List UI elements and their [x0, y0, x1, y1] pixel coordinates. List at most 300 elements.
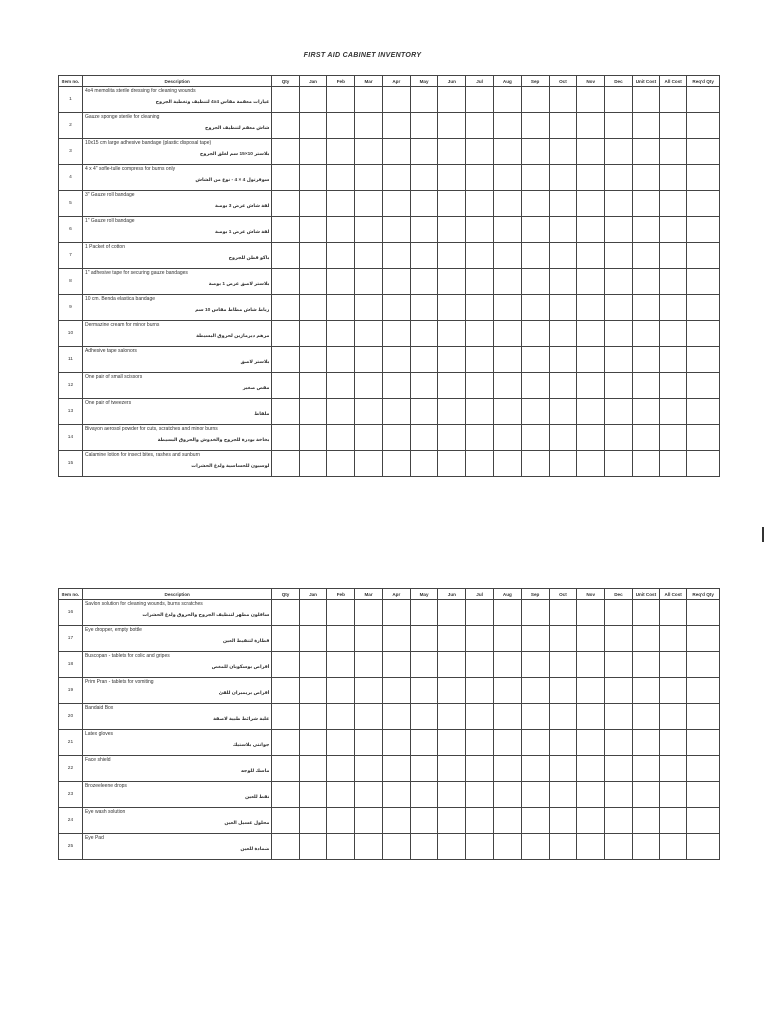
entry-cell [466, 321, 494, 347]
entry-cell [687, 165, 720, 191]
item-description [82, 295, 271, 321]
entry-cell [521, 730, 549, 756]
description-arabic: ملقاط [254, 412, 270, 417]
entry-cell [466, 87, 494, 113]
entry-cell [299, 87, 327, 113]
entry-cell [549, 373, 577, 399]
entry-cell [299, 217, 327, 243]
entry-cell [272, 373, 299, 399]
entry-cell [632, 678, 659, 704]
entry-cell [494, 139, 522, 165]
entry-cell [382, 425, 410, 451]
entry-cell [605, 425, 633, 451]
entry-cell [605, 165, 633, 191]
entry-cell [355, 217, 383, 243]
entry-cell [327, 139, 355, 165]
entry-cell [687, 295, 720, 321]
entry-cell [299, 652, 327, 678]
entry-cell [299, 834, 327, 860]
item-description [82, 808, 271, 834]
entry-cell [549, 165, 577, 191]
entry-cell [687, 87, 720, 113]
entry-cell [438, 600, 466, 626]
entry-cell [299, 321, 327, 347]
description-english: Gauze sponge sterile for cleaning [84, 114, 160, 120]
item-description [82, 347, 271, 373]
entry-cell [382, 269, 410, 295]
item-description [82, 217, 271, 243]
entry-cell [660, 87, 687, 113]
item-number: 8 [59, 269, 83, 295]
column-header: May [410, 589, 438, 600]
entry-cell [521, 87, 549, 113]
item-number: 2 [59, 113, 83, 139]
entry-cell [521, 321, 549, 347]
entry-cell [272, 451, 299, 477]
entry-cell [660, 626, 687, 652]
column-header: Description [82, 76, 271, 87]
entry-cell [355, 834, 383, 860]
item-description [82, 834, 271, 860]
entry-cell [605, 321, 633, 347]
description-english: Eye Pad [84, 835, 104, 841]
entry-cell [410, 191, 438, 217]
entry-cell [687, 626, 720, 652]
entry-cell [382, 626, 410, 652]
table-row [59, 113, 720, 139]
entry-cell [327, 373, 355, 399]
description-arabic: علبة شرائط طبية لاصقة [213, 717, 270, 722]
column-header: Dec [605, 76, 633, 87]
entry-cell [438, 399, 466, 425]
entry-cell [521, 295, 549, 321]
entry-cell [577, 834, 605, 860]
entry-cell [327, 678, 355, 704]
description-english: 1" adhesive tape for securing gauze bandages [84, 270, 188, 276]
column-header: All Cost [660, 589, 687, 600]
entry-cell [438, 139, 466, 165]
entry-cell [632, 191, 659, 217]
item-description [82, 113, 271, 139]
entry-cell [549, 347, 577, 373]
column-header: Jan [299, 589, 327, 600]
entry-cell [605, 678, 633, 704]
entry-cell [355, 373, 383, 399]
entry-cell [410, 626, 438, 652]
entry-cell [410, 730, 438, 756]
entry-cell [466, 808, 494, 834]
entry-cell [382, 243, 410, 269]
entry-cell [410, 269, 438, 295]
entry-cell [355, 243, 383, 269]
entry-cell [549, 399, 577, 425]
entry-cell [605, 626, 633, 652]
entry-cell [299, 295, 327, 321]
entry-cell [382, 295, 410, 321]
entry-cell [660, 321, 687, 347]
item-number: 14 [59, 425, 83, 451]
table-row [59, 399, 720, 425]
entry-cell [660, 834, 687, 860]
description-arabic: غيارات معقمة مقاس 4x4 لتنظيف وتغطية الجروح [155, 100, 270, 105]
entry-cell [549, 808, 577, 834]
entry-cell [494, 626, 522, 652]
entry-cell [272, 139, 299, 165]
entry-cell [355, 782, 383, 808]
entry-cell [549, 782, 577, 808]
entry-cell [494, 243, 522, 269]
entry-cell [382, 678, 410, 704]
entry-cell [466, 756, 494, 782]
entry-cell [494, 321, 522, 347]
entry-cell [521, 808, 549, 834]
entry-cell [577, 756, 605, 782]
entry-cell [382, 373, 410, 399]
column-header: Oct [549, 589, 577, 600]
entry-cell [466, 139, 494, 165]
entry-cell [549, 626, 577, 652]
entry-cell [327, 652, 355, 678]
entry-cell [687, 425, 720, 451]
column-header: Mar [355, 589, 383, 600]
entry-cell [687, 373, 720, 399]
entry-cell [466, 425, 494, 451]
entry-cell [355, 295, 383, 321]
entry-cell [577, 399, 605, 425]
entry-cell [521, 782, 549, 808]
item-number: 12 [59, 373, 83, 399]
description-english: Bivayon aerosol powder for cuts, scratches and minor burns [84, 426, 218, 432]
entry-cell [660, 347, 687, 373]
entry-cell [687, 652, 720, 678]
table-row [59, 321, 720, 347]
entry-cell [549, 191, 577, 217]
entry-cell [577, 87, 605, 113]
entry-cell [355, 808, 383, 834]
description-arabic: لفة شاش عرض 1 بوصة [215, 230, 270, 235]
entry-cell [438, 269, 466, 295]
entry-cell [382, 399, 410, 425]
entry-cell [382, 834, 410, 860]
entry-cell [382, 87, 410, 113]
entry-cell [382, 451, 410, 477]
entry-cell [521, 451, 549, 477]
entry-cell [438, 165, 466, 191]
entry-cell [521, 269, 549, 295]
entry-cell [494, 678, 522, 704]
entry-cell [687, 321, 720, 347]
column-header: May [410, 76, 438, 87]
entry-cell [521, 165, 549, 191]
entry-cell [466, 782, 494, 808]
entry-cell [494, 834, 522, 860]
item-description [82, 191, 271, 217]
entry-cell [382, 730, 410, 756]
table-row [59, 678, 720, 704]
entry-cell [549, 600, 577, 626]
entry-cell [299, 704, 327, 730]
entry-cell [605, 652, 633, 678]
entry-cell [494, 756, 522, 782]
entry-cell [549, 678, 577, 704]
table-row [59, 704, 720, 730]
entry-cell [687, 704, 720, 730]
entry-cell [438, 834, 466, 860]
table-row [59, 295, 720, 321]
entry-cell [605, 139, 633, 165]
entry-cell [632, 808, 659, 834]
entry-cell [382, 756, 410, 782]
description-english: 1" Gauze roll bandage [84, 218, 135, 224]
entry-cell [299, 782, 327, 808]
entry-cell [494, 113, 522, 139]
entry-cell [632, 321, 659, 347]
table-row [59, 87, 720, 113]
entry-cell [494, 600, 522, 626]
entry-cell [660, 756, 687, 782]
entry-cell [327, 808, 355, 834]
entry-cell [605, 704, 633, 730]
entry-cell [355, 347, 383, 373]
item-number: 4 [59, 165, 83, 191]
entry-cell [577, 321, 605, 347]
entry-cell [660, 425, 687, 451]
entry-cell [687, 113, 720, 139]
entry-cell [605, 600, 633, 626]
table-row [59, 139, 720, 165]
column-header: Feb [327, 589, 355, 600]
entry-cell [272, 600, 299, 626]
entry-cell [299, 730, 327, 756]
description-arabic: مرهم ديرمازين لحروق البسيطة [196, 334, 270, 339]
entry-cell [494, 347, 522, 373]
entry-cell [660, 399, 687, 425]
description-arabic: بخاخة بودرة للجروح والخدوش والحروق البسيطة [157, 438, 270, 443]
table-row [59, 165, 720, 191]
entry-cell [438, 347, 466, 373]
inventory-table-2 [58, 588, 720, 860]
description-arabic: رباط شاش مطاط مقاس 10 سم [195, 308, 270, 313]
entry-cell [577, 295, 605, 321]
description-arabic: بلاستر 10×15 سم لغلق الجروح [199, 152, 270, 157]
entry-cell [494, 373, 522, 399]
entry-cell [687, 269, 720, 295]
entry-cell [272, 704, 299, 730]
entry-cell [632, 139, 659, 165]
entry-cell [632, 373, 659, 399]
entry-cell [272, 217, 299, 243]
entry-cell [660, 782, 687, 808]
entry-cell [660, 217, 687, 243]
description-english: Latex gloves [84, 731, 114, 737]
entry-cell [438, 756, 466, 782]
item-number: 23 [59, 782, 83, 808]
entry-cell [632, 399, 659, 425]
entry-cell [605, 269, 633, 295]
column-header: Aug [494, 589, 522, 600]
item-number: 9 [59, 295, 83, 321]
description-arabic: لفة شاش عرض 3 بوصة [215, 204, 270, 209]
entry-cell [466, 730, 494, 756]
entry-cell [605, 782, 633, 808]
item-number: 21 [59, 730, 83, 756]
entry-cell [327, 217, 355, 243]
entry-cell [577, 191, 605, 217]
column-header: Req'd Qty [687, 589, 720, 600]
entry-cell [632, 295, 659, 321]
entry-cell [355, 704, 383, 730]
entry-cell [272, 756, 299, 782]
entry-cell [466, 678, 494, 704]
entry-cell [272, 425, 299, 451]
table-row [59, 756, 720, 782]
entry-cell [466, 269, 494, 295]
column-header: Jul [466, 589, 494, 600]
description-arabic: لوسيون للحساسية ولدغ الحشرات [191, 464, 270, 469]
entry-cell [632, 704, 659, 730]
entry-cell [632, 425, 659, 451]
entry-cell [355, 678, 383, 704]
entry-cell [632, 626, 659, 652]
entry-cell [549, 321, 577, 347]
entry-cell [466, 373, 494, 399]
entry-cell [327, 756, 355, 782]
column-header: Nov [577, 589, 605, 600]
entry-cell [410, 295, 438, 321]
entry-cell [410, 243, 438, 269]
entry-cell [272, 347, 299, 373]
entry-cell [521, 600, 549, 626]
entry-cell [327, 113, 355, 139]
entry-cell [605, 756, 633, 782]
entry-cell [410, 87, 438, 113]
entry-cell [632, 652, 659, 678]
column-header: Apr [382, 76, 410, 87]
entry-cell [438, 87, 466, 113]
entry-cell [632, 600, 659, 626]
entry-cell [272, 782, 299, 808]
entry-cell [521, 113, 549, 139]
table-row [59, 425, 720, 451]
entry-cell [299, 399, 327, 425]
entry-cell [605, 217, 633, 243]
item-number: 10 [59, 321, 83, 347]
entry-cell [299, 756, 327, 782]
entry-cell [687, 730, 720, 756]
entry-cell [494, 217, 522, 243]
entry-cell [521, 217, 549, 243]
entry-cell [521, 704, 549, 730]
entry-cell [438, 321, 466, 347]
item-description [82, 165, 271, 191]
column-header: Jun [438, 589, 466, 600]
column-header: Description [82, 589, 271, 600]
entry-cell [299, 113, 327, 139]
entry-cell [382, 191, 410, 217]
entry-cell [494, 191, 522, 217]
entry-cell [466, 600, 494, 626]
column-header: Qty [272, 589, 299, 600]
entry-cell [355, 451, 383, 477]
description-arabic: أقراص بريمبران للقئ [218, 691, 270, 696]
description-arabic: نقط للعين [244, 795, 270, 800]
entry-cell [687, 834, 720, 860]
item-description [82, 399, 271, 425]
entry-cell [438, 678, 466, 704]
description-arabic: بلاستر لاصق [240, 360, 270, 365]
entry-cell [549, 451, 577, 477]
entry-cell [577, 652, 605, 678]
entry-cell [299, 678, 327, 704]
column-header: Sep [521, 589, 549, 600]
item-description [82, 782, 271, 808]
column-header: Oct [549, 76, 577, 87]
entry-cell [299, 425, 327, 451]
entry-cell [605, 191, 633, 217]
entry-cell [327, 165, 355, 191]
entry-cell [466, 704, 494, 730]
entry-cell [660, 451, 687, 477]
entry-cell [299, 626, 327, 652]
item-number: 1 [59, 87, 83, 113]
entry-cell [410, 425, 438, 451]
column-header: Unit Cost [632, 589, 659, 600]
entry-cell [355, 600, 383, 626]
entry-cell [299, 191, 327, 217]
description-english: Bandaid Box [84, 705, 114, 711]
entry-cell [660, 373, 687, 399]
entry-cell [438, 425, 466, 451]
entry-cell [410, 165, 438, 191]
description-arabic: سوفرتول 4 × 4 - نوع من الشاش [195, 178, 270, 183]
page-title: FIRST AID CABINET INVENTORY [303, 52, 422, 59]
item-description [82, 243, 271, 269]
item-description [82, 425, 271, 451]
entry-cell [687, 399, 720, 425]
entry-cell [632, 451, 659, 477]
entry-cell [272, 626, 299, 652]
entry-cell [466, 217, 494, 243]
item-description [82, 87, 271, 113]
entry-cell [327, 425, 355, 451]
entry-cell [382, 139, 410, 165]
entry-cell [299, 451, 327, 477]
description-english: One pair of small scissors [84, 374, 143, 380]
entry-cell [632, 165, 659, 191]
column-header: Dec [605, 589, 633, 600]
entry-cell [687, 782, 720, 808]
entry-cell [687, 756, 720, 782]
entry-cell [494, 451, 522, 477]
entry-cell [521, 399, 549, 425]
table-row [59, 782, 720, 808]
entry-cell [466, 451, 494, 477]
item-number: 6 [59, 217, 83, 243]
description-arabic: سافلون مطهر لتنظيف الجروح والحروق ولدغ الحشرات [142, 613, 270, 618]
entry-cell [438, 373, 466, 399]
entry-cell [549, 139, 577, 165]
entry-cell [494, 269, 522, 295]
entry-cell [438, 217, 466, 243]
entry-cell [382, 113, 410, 139]
entry-cell [605, 113, 633, 139]
item-description [82, 321, 271, 347]
item-number: 25 [59, 834, 83, 860]
item-number: 15 [59, 451, 83, 477]
table-row [59, 600, 720, 626]
table-row [59, 626, 720, 652]
entry-cell [299, 600, 327, 626]
